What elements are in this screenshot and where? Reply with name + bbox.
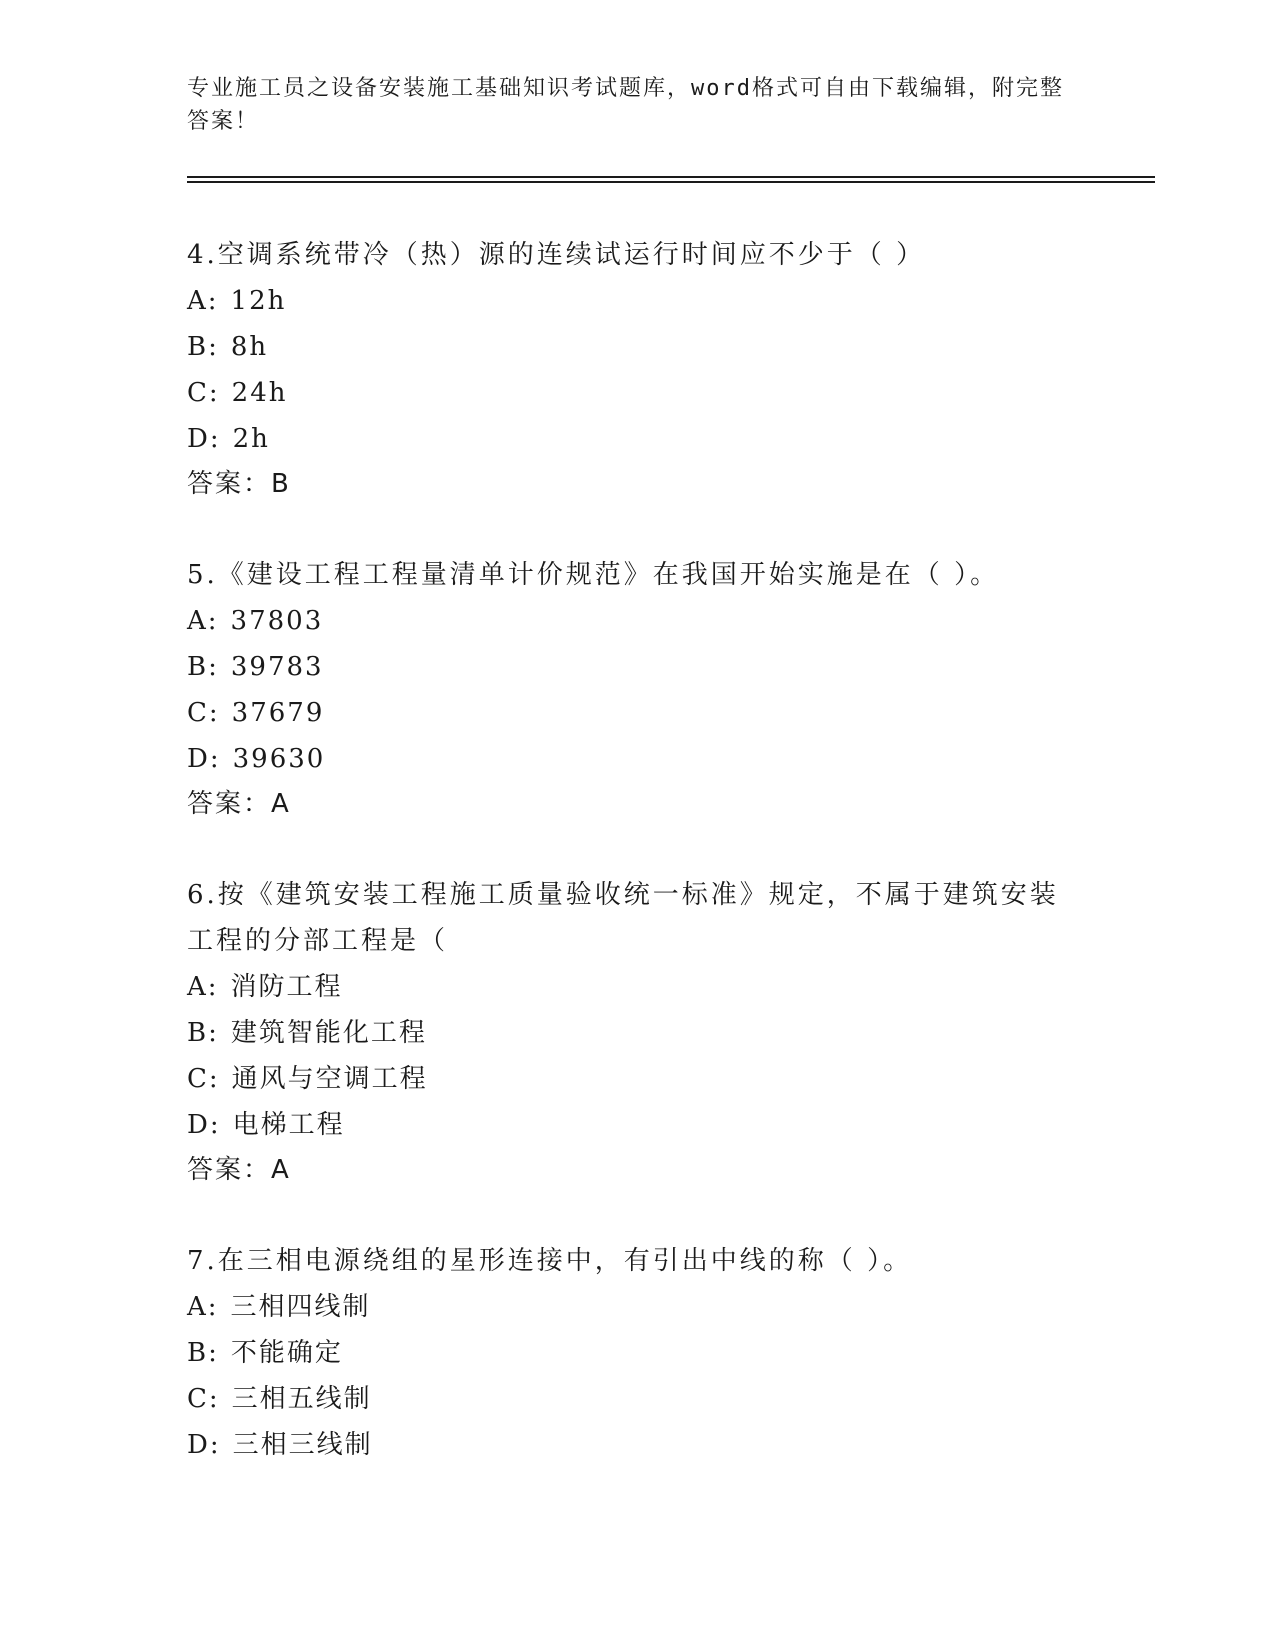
question-text: 5.《建设工程工程量清单计价规范》在我国开始实施是在（ ）。: [187, 560, 1000, 590]
option-letter: B:: [187, 1338, 219, 1368]
option-letter: A:: [187, 606, 219, 636]
question-6: [187, 872, 1087, 1192]
option-letter: B:: [187, 652, 219, 682]
option-letter: D:: [187, 1110, 221, 1140]
option-a: [187, 964, 1087, 1010]
option-value: 39630: [232, 744, 326, 774]
option-letter: B:: [187, 332, 219, 362]
option-value: 12h: [230, 286, 287, 316]
question-4: [187, 232, 1087, 506]
option-letter: A:: [187, 286, 219, 316]
header-divider-top: [187, 176, 1155, 178]
option-letter: D:: [187, 1430, 221, 1460]
option-value: 24h: [231, 378, 288, 408]
option-value: 8h: [230, 332, 269, 362]
option-letter: B:: [187, 1018, 219, 1048]
option-letter: C:: [187, 1064, 220, 1094]
option-d: [187, 1422, 1087, 1468]
option-c: [187, 1056, 1087, 1102]
option-letter: C:: [187, 698, 220, 728]
option-b: [187, 1010, 1087, 1056]
option-d: [187, 416, 1087, 462]
option-value: 37679: [231, 698, 325, 728]
option-value: 电梯工程: [232, 1110, 345, 1140]
option-letter: D:: [187, 744, 221, 774]
option-letter: A:: [187, 972, 219, 1002]
header-divider-bottom: [187, 181, 1155, 183]
option-value: 39783: [230, 652, 324, 682]
question-5: [187, 552, 1087, 826]
option-d: [187, 1102, 1087, 1148]
option-a: [187, 1284, 1087, 1330]
option-a: [187, 278, 1087, 324]
question-text: 6.按《建筑安装工程施工质量验收统一标准》规定，不属于建筑安装工程的分部工程是（: [187, 880, 1059, 956]
option-value: 2h: [232, 424, 270, 454]
option-value: 不能确定: [230, 1338, 343, 1368]
option-value: 三相五线制: [231, 1384, 372, 1414]
question-text: 7.在三相电源绕组的星形连接中，有引出中线的称（ ）。: [187, 1246, 913, 1276]
answer-line: 答案：B: [187, 469, 291, 499]
option-b: [187, 644, 1087, 690]
option-value: 三相四线制: [230, 1292, 371, 1322]
option-a: [187, 598, 1087, 644]
option-value: 三相三线制: [232, 1430, 373, 1460]
question-7: [187, 1238, 1087, 1468]
option-value: 通风与空调工程: [231, 1064, 428, 1094]
option-b: [187, 324, 1087, 370]
option-b: [187, 1330, 1087, 1376]
option-c: [187, 1376, 1087, 1422]
document-intro: 专业施工员之设备安装施工基础知识考试题库，word格式可自由下载编辑，附完整答案！: [187, 76, 1064, 134]
answer-line: 答案：A: [187, 789, 291, 819]
option-d: [187, 736, 1087, 782]
option-letter: C:: [187, 1384, 220, 1414]
answer-line: 答案：A: [187, 1155, 291, 1185]
option-letter: D:: [187, 424, 221, 454]
option-letter: C:: [187, 378, 220, 408]
option-letter: A:: [187, 1292, 219, 1322]
option-value: 37803: [230, 606, 324, 636]
option-c: [187, 690, 1087, 736]
option-c: [187, 370, 1087, 416]
option-value: 消防工程: [230, 972, 343, 1002]
question-text: 4.空调系统带冷（热）源的连续试运行时间应不少于（ ）: [187, 240, 926, 270]
option-value: 建筑智能化工程: [230, 1018, 427, 1048]
